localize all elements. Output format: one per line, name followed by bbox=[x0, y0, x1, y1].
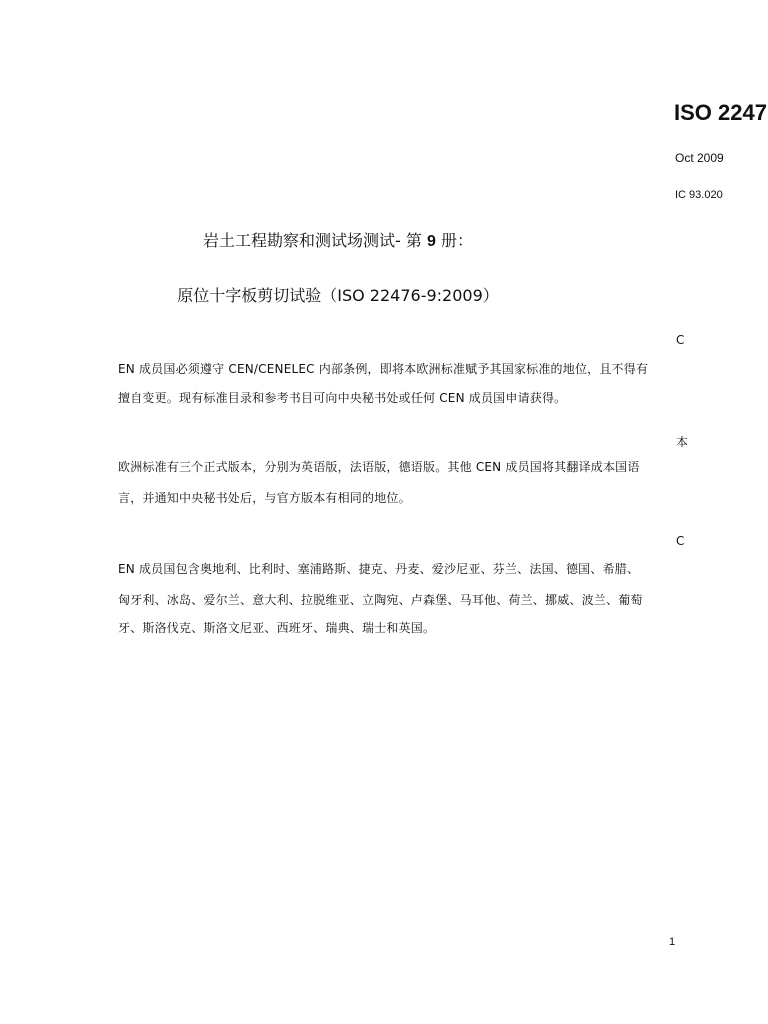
standard-number: ISO 2247 bbox=[674, 100, 767, 125]
ics-code: IC 93.020 bbox=[675, 189, 723, 201]
page-number: 1 bbox=[669, 936, 676, 948]
paragraph-3-line-1: EN 成员国包含奥地利、比利时、塞浦路斯、捷克、丹麦、爱沙尼亚、芬兰、法国、德国、希腊、 bbox=[118, 562, 640, 576]
paragraph-3-line-3: 牙、斯洛伐克、斯洛文尼亚、西班牙、瑞典、瑞士和英国。 bbox=[118, 621, 436, 635]
paragraph-3-line-2: 匈牙利、冰岛、爱尔兰、意大利、拉脱维亚、立陶宛、卢森堡、马耳他、荷兰、挪威、波兰、葡萄 bbox=[118, 593, 643, 607]
paragraph-1-line-2: 擅自变更。现有标准目录和参考书目可向中央秘书处或任何 CEN 成员国申请获得。 bbox=[118, 391, 567, 405]
document-title-line-1 bbox=[0, 230, 676, 253]
paragraph-2-line-1: 欧洲标准有三个正式版本，分别为英语版，法语版，德语版。其他 CEN 成员国将其翻译成本国语 bbox=[118, 460, 640, 474]
title-prefix: 岩土工程勘察和测试场测试- 第 bbox=[203, 231, 427, 250]
document-title-line-2: 原位十字板剪切试验（ISO 22476-9:2009） bbox=[177, 286, 499, 305]
section-marker-2: 本 bbox=[676, 435, 689, 449]
section-marker-3: C bbox=[676, 534, 685, 548]
section-marker-1: C bbox=[676, 333, 685, 347]
paragraph-1-line-1: EN 成员国必须遵守 CEN/CENELEC 内部条例，即将本欧洲标准赋予其国家标准的地位，且不得有 bbox=[118, 362, 649, 376]
title-part-number: 9 bbox=[426, 233, 436, 250]
paragraph-2-line-2: 言，并通知中央秘书处后，与官方版本有相同的地位。 bbox=[118, 491, 411, 505]
title-suffix: 册： bbox=[435, 231, 473, 250]
publication-date: Oct 2009 bbox=[675, 151, 724, 165]
